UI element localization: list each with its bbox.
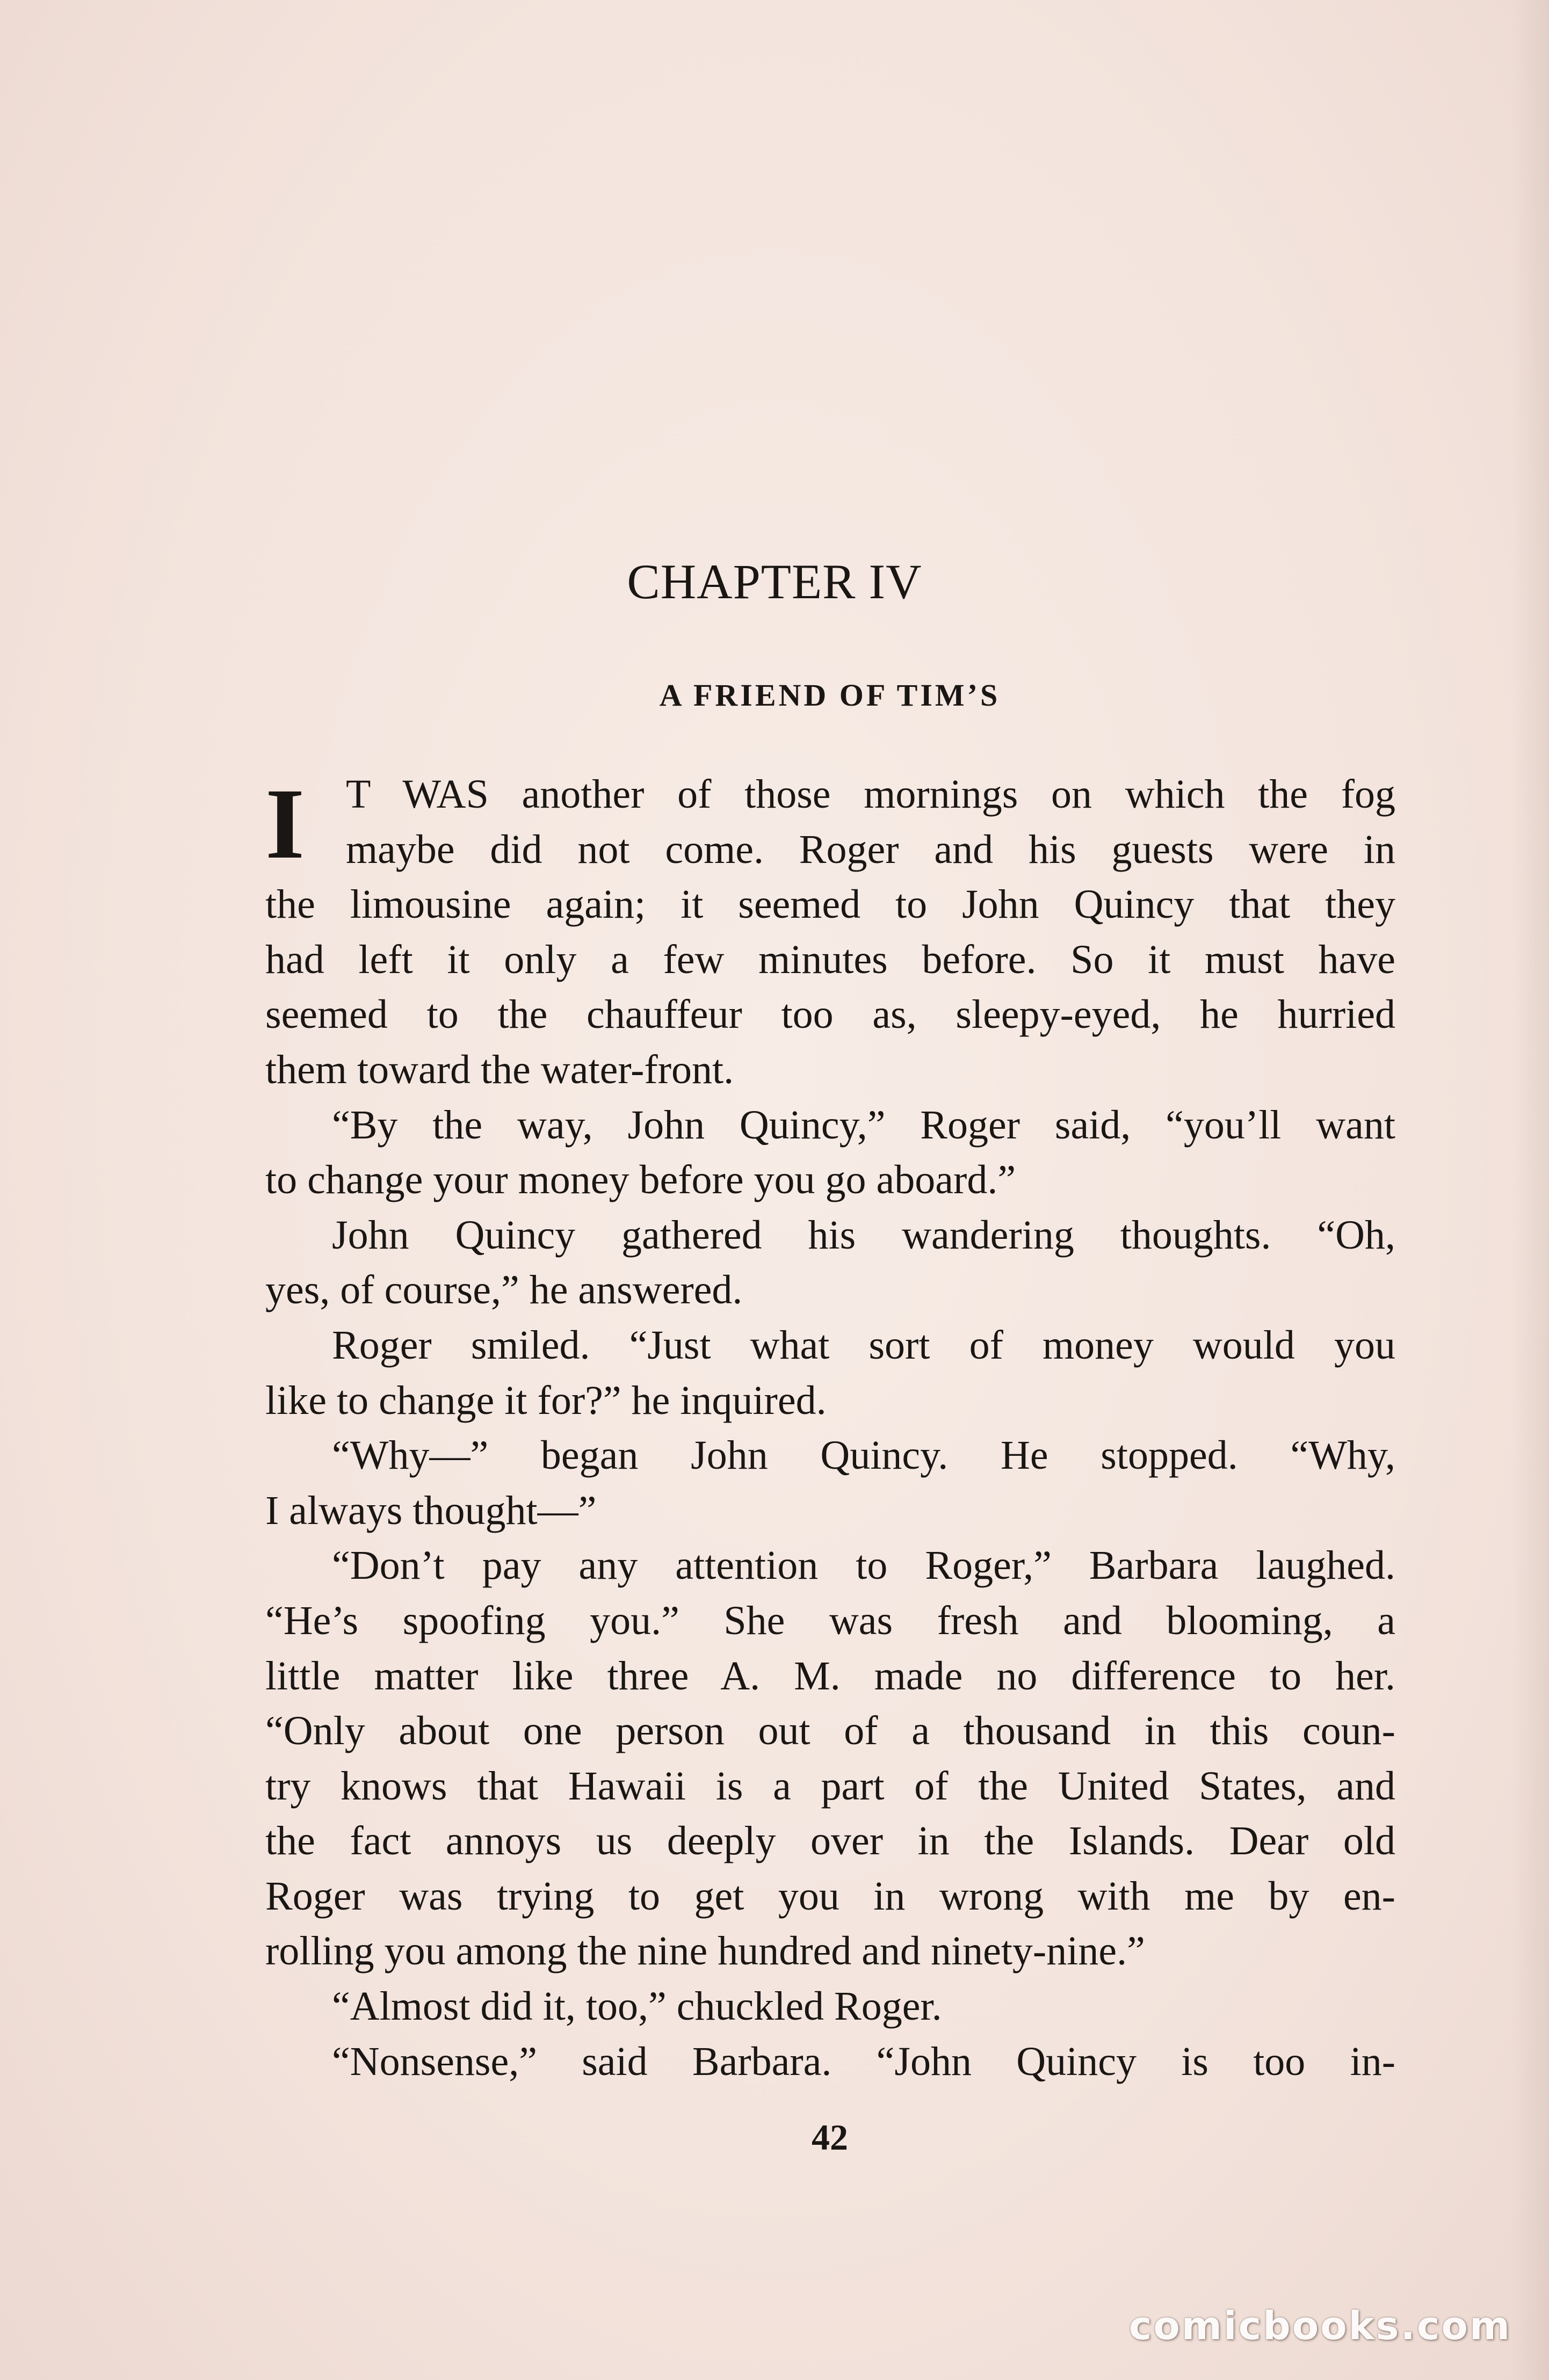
body-text <box>265 767 1395 2089</box>
text-line: the fact annoys us deeply over in the Islands. Dear old <box>265 1818 1395 1864</box>
text-line: “Only about one person out of a thousand in this coun- <box>265 1708 1395 1754</box>
text-line: seemed to the chauffeur too as, sleepy-eyed, he hurried <box>265 992 1395 1037</box>
text-line: “Don’t pay any attention to Roger,” Barbara laughed. <box>332 1543 1395 1588</box>
text-line: like to change it for?” he inquired. <box>265 1377 827 1423</box>
text-line: Roger smiled. “Just what sort of money would you <box>332 1322 1395 1368</box>
text-line: to change your money before you go aboard.” <box>265 1157 1016 1203</box>
text-line: Roger was trying to get you in wrong with me by en- <box>265 1873 1395 1919</box>
text-line: yes, of course,” he answered. <box>265 1267 743 1313</box>
page-number: 42 <box>812 2117 848 2158</box>
page-edge-shadow <box>1511 0 1549 2380</box>
text-line: them toward the water-front. <box>265 1047 734 1092</box>
text-line: John Quincy gathered his wandering thoughts. “Oh, <box>332 1212 1395 1258</box>
drop-cap: I <box>265 767 305 880</box>
text-line: rolling you among the nine hundred and ninety-nine.” <box>265 1928 1145 1974</box>
chapter-subtitle: A FRIEND OF TIM’S <box>659 678 1001 713</box>
text-line: I always thought—” <box>265 1488 597 1533</box>
chapter-title: CHAPTER IV <box>627 554 922 609</box>
text-line: the limousine again; it seemed to John Quincy that they <box>265 882 1395 927</box>
text-line: “Why—” began John Quincy. He stopped. “Why, <box>332 1433 1395 1478</box>
text-line: “He’s spoofing you.” She was fresh and blooming, a <box>265 1598 1395 1643</box>
text-line: try knows that Hawaii is a part of the United States, and <box>265 1763 1395 1809</box>
text-line: T WAS another of those mornings on which the fog <box>346 772 1395 817</box>
text-line: “By the way, John Quincy,” Roger said, “you’ll want <box>332 1102 1395 1148</box>
text-line: had left it only a few minutes before. So it must have <box>265 937 1395 982</box>
text-line: maybe did not come. Roger and his guests were in <box>346 826 1395 872</box>
watermark-logo: comicbooks.com <box>1128 2303 1511 2348</box>
text-line: “Nonsense,” said Barbara. “John Quincy is too in- <box>332 2038 1395 2084</box>
text-line: “Almost did it, too,” chuckled Roger. <box>332 1984 942 2029</box>
text-line: little matter like three A. M. made no difference to her. <box>265 1653 1395 1699</box>
